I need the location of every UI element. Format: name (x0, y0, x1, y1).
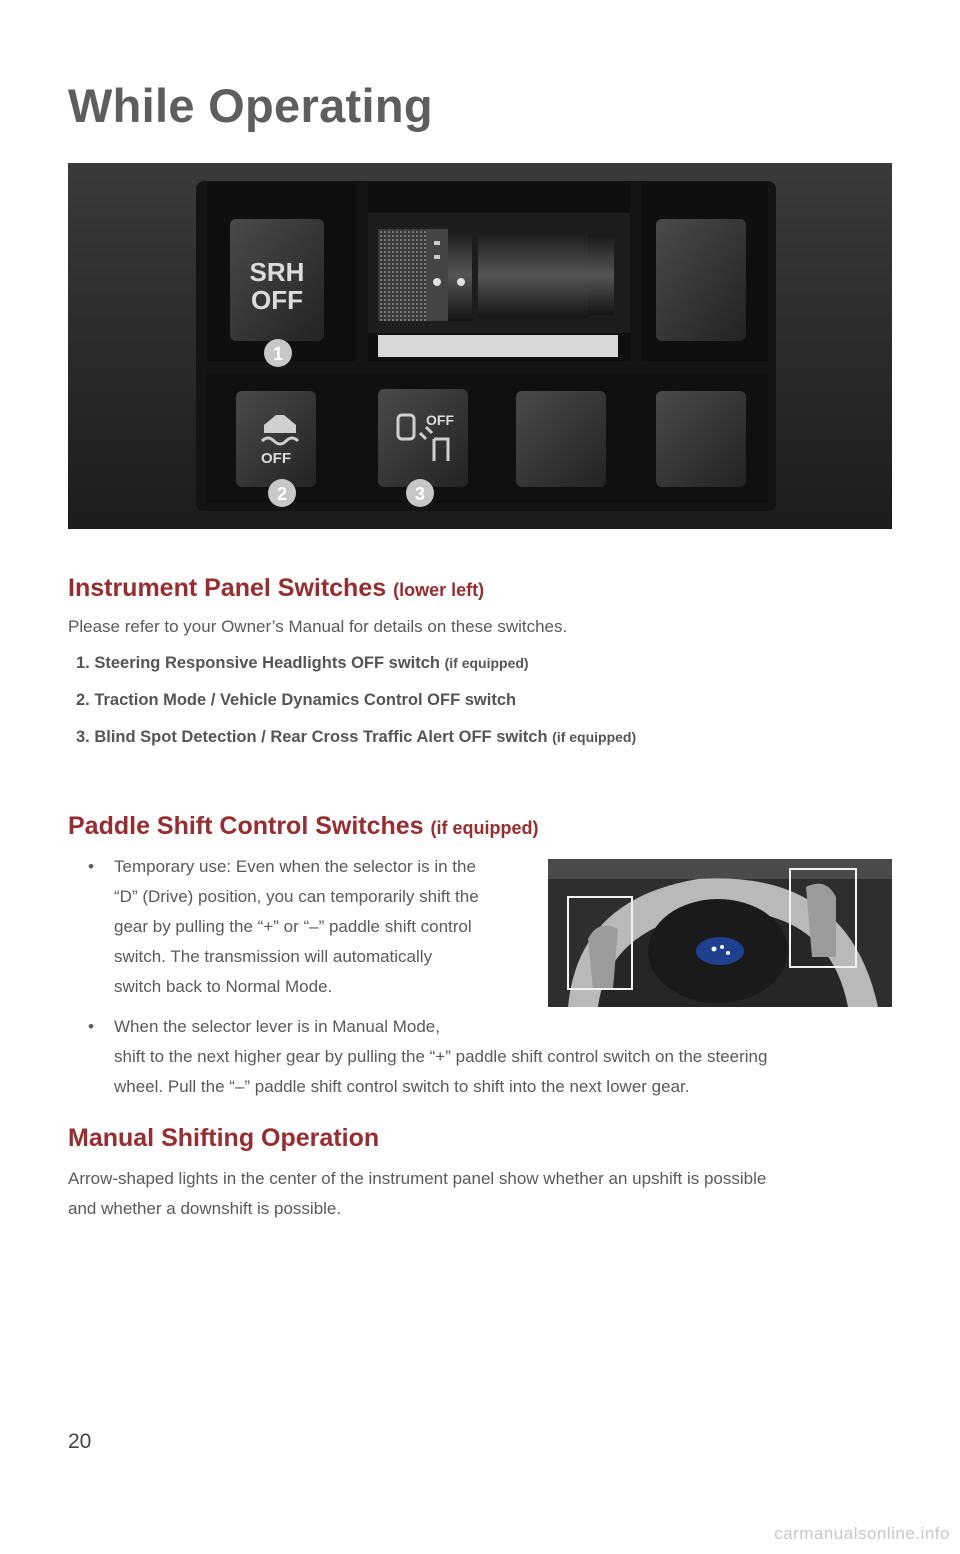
steering-wheel-illustration (548, 859, 892, 1007)
paddle-shift-bullet-2 (84, 1012, 767, 1102)
switch2-text: OFF (261, 450, 291, 467)
page-number: 20 (68, 1430, 92, 1453)
traction-mode-off-switch (236, 391, 316, 487)
svg-text:1: 1 (272, 344, 284, 364)
switch1-text-line2: OFF (251, 285, 303, 315)
section1-heading-text: Instrument Panel Switches (68, 574, 387, 602)
section2-heading-note: (if equipped) (430, 818, 539, 838)
switch-list (76, 648, 636, 759)
svg-text:2: 2 (276, 484, 288, 504)
section1-heading-note: (lower left) (393, 580, 485, 600)
blank-switch-top-right (656, 219, 746, 341)
srh-off-switch (230, 219, 324, 341)
list-item: • Temporary use: Even when the selector is in the “D” (Drive) position, you can temporarily shift the gear by pulling the “+” or “–” paddle shift control switch. The transmission will automatically switch back to Normal Mode. (84, 852, 479, 1002)
list-item: 2. Traction Mode / Vehicle Dynamics Control OFF switch (76, 691, 517, 709)
section3-body: Arrow-shaped lights in the center of the instrument panel show whether an upshift is possible and whether a downshift is possible. (68, 1169, 767, 1218)
watermark: carmanualsonline.info (774, 1524, 950, 1543)
svg-text:3: 3 (414, 484, 426, 504)
list-item: 3. Blind Spot Detection / Rear Cross Traffic Alert OFF switch (if equipped) (76, 728, 637, 746)
callout-1 (264, 339, 292, 367)
section1-intro: Please refer to your Owner’s Manual for details on these switches. (68, 617, 568, 636)
instrument-panel-heading (68, 574, 484, 603)
page-title: While Operating (68, 79, 433, 132)
bullet-icon: • (88, 857, 94, 876)
blind-spot-off-switch (378, 389, 468, 487)
subaru-emblem (696, 937, 744, 965)
switch1-text-line1: SRH (249, 257, 305, 287)
switch-bank-illustration (68, 163, 892, 529)
steering-wheel-photo (548, 859, 892, 1007)
switch3-text: OFF (426, 412, 454, 428)
bullet-icon: • (88, 1017, 94, 1036)
paddle-shift-bullet-1 (84, 852, 479, 1002)
section2-heading-text: Paddle Shift Control Switches (68, 812, 424, 840)
instrument-panel-switches-photo (68, 163, 892, 529)
callout-2 (268, 479, 296, 507)
headlight-leveling-dial (368, 213, 630, 357)
paddle-shift-heading (68, 812, 539, 841)
list-item: 1. Steering Responsive Headlights OFF switch (if equipped) (76, 654, 529, 672)
callout-3 (406, 479, 434, 507)
blank-switch-bottom-1 (516, 391, 606, 487)
list-item: • When the selector lever is in Manual Mode, shift to the next higher gear by pulling the “+” paddle shift control switch on the steering wheel. Pull the “–” paddle shift control switch to shift into the next lower gear. (84, 1012, 767, 1102)
blank-switch-bottom-2 (656, 391, 746, 487)
manual-shifting-heading: Manual Shifting Operation (68, 1124, 380, 1152)
